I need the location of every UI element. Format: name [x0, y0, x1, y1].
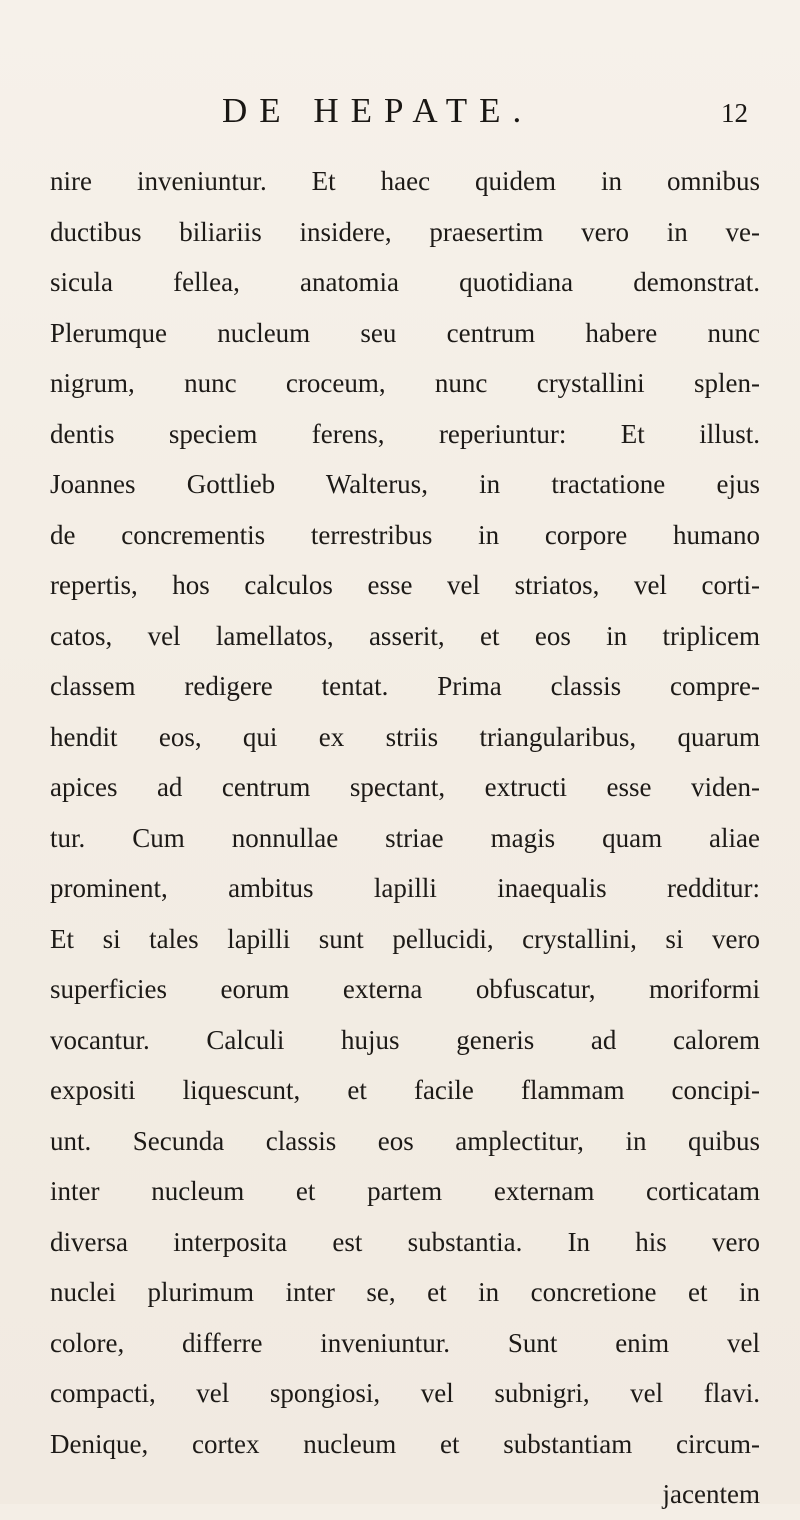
catchword: jacentem: [662, 1479, 760, 1509]
page-number: 12: [721, 98, 748, 128]
text-line: unt. Secunda classis eos amplectitur, in quibus: [50, 1125, 760, 1156]
text-line: colore, differre inveniuntur. Sunt enim vel: [50, 1327, 760, 1358]
text-line: diversa interposita est substantia. In his vero: [50, 1226, 760, 1257]
text-line: sicula fellea, anatomia quotidiana demonstrat.: [50, 267, 760, 297]
text-line: Et si tales lapilli sunt pellucidi, crystallini, si vero: [50, 923, 760, 954]
text-line: inter nucleum et partem externam corticatam: [50, 1176, 760, 1206]
running-title: DE HEPATE.: [222, 91, 534, 130]
text-line: expositi liquescunt, et facile flammam concipi-: [50, 1075, 760, 1105]
page-header: [0, 86, 800, 136]
text-line: apices ad centrum spectant, extructi esse viden-: [50, 772, 760, 802]
text-line: de concrementis terrestribus in corpore humano: [50, 519, 760, 550]
text-line: compacti, vel spongiosi, vel subnigri, vel flavi.: [50, 1378, 760, 1408]
text-line: hendit eos, qui ex striis triangularibus, quarum: [50, 721, 760, 752]
text-line: dentis speciem ferens, reperiuntur: Et illust.: [50, 418, 760, 449]
text-line: nuclei plurimum inter se, et in concretione et in: [50, 1277, 760, 1307]
body-text: [50, 156, 760, 1520]
text-line: repertis, hos calculos esse vel striatos, vel corti-: [50, 570, 760, 600]
text-line: Denique, cortex nucleum et substantiam circum-: [50, 1428, 760, 1459]
text-line: Plerumque nucleum seu centrum habere nunc: [50, 317, 760, 348]
text-line: vocantur. Calculi hujus generis ad calorem: [50, 1024, 760, 1055]
text-line: classem redigere tentat. Prima classis compre-: [50, 671, 760, 701]
text-line: Joannes Gottlieb Walterus, in tractatione ejus: [50, 469, 760, 499]
text-line: ductibus biliariis insidere, praesertim vero in ve-: [50, 216, 760, 247]
text-line: nire inveniuntur. Et haec quidem in omnibus: [50, 166, 760, 196]
text-line: nigrum, nunc croceum, nunc crystallini splen-: [50, 368, 760, 398]
text-line: tur. Cum nonnullae striae magis quam aliae: [50, 822, 760, 853]
text-line: prominent, ambitus lapilli inaequalis redditur:: [50, 873, 760, 903]
text-line: catos, vel lamellatos, asserit, et eos in triplicem: [50, 620, 760, 651]
text-line: superficies eorum externa obfuscatur, moriformi: [50, 974, 760, 1004]
